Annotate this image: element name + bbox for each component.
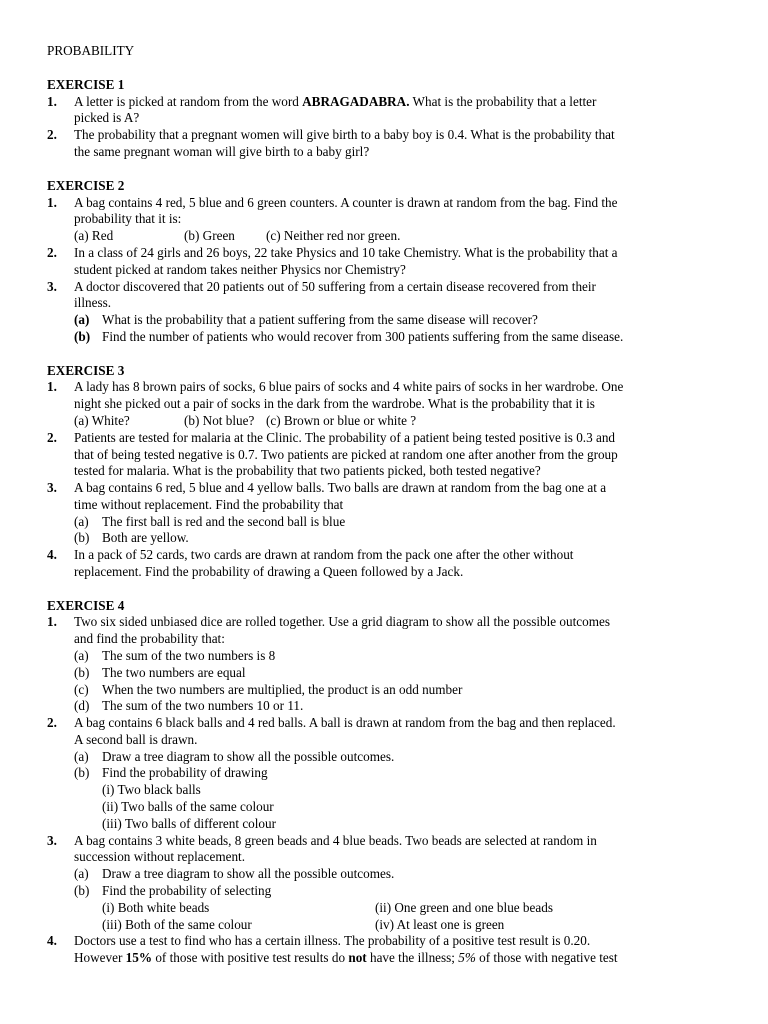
question-text: time without replacement. Find the probability that (74, 497, 344, 512)
question-text: In a pack of 52 cards, two cards are drawn at random from the pack one after the other without (74, 547, 574, 562)
part-label: (c) (74, 682, 89, 697)
question-text: A bag contains 6 black balls and 4 red balls. A ball is drawn at random from the bag and then replaced. (74, 715, 616, 730)
question-text: Patients are tested for malaria at the Clinic. The probability of a patient being tested positive is 0.3 and (74, 430, 616, 445)
question-number: 1. (47, 195, 57, 210)
option-b: (b) Not blue? (184, 413, 255, 428)
exercise-4-heading: EXERCISE 4 (47, 598, 125, 613)
question-number: 1. (47, 379, 57, 394)
question-text: illness. (74, 295, 111, 310)
question-text: The probability that a pregnant women will give birth to a baby boy is 0.4. What is the probability that (74, 127, 615, 142)
question-text: A letter is picked at random from the word ABRAGADABRA. What is the probability that a letter (74, 94, 597, 109)
question-text: A doctor discovered that 20 patients out of 50 suffering from a certain disease recovered from their (74, 279, 596, 294)
option-a: (a) White? (74, 413, 130, 428)
question-text: A bag contains 6 red, 5 blue and 4 yellow balls. Two balls are drawn at random from the bag one at a (74, 480, 607, 495)
part-text: Find the number of patients who would recover from 300 patients suffering from the same disease. (102, 329, 624, 344)
sub-part: (ii) One green and one blue beads (375, 900, 553, 915)
question-number: 3. (47, 279, 57, 294)
question-text: A bag contains 3 white beads, 8 green beads and 4 blue beads. Two beads are selected at random in (74, 833, 597, 848)
part-label: (a) (74, 749, 89, 764)
question-text: replacement. Find the probability of drawing a Queen followed by a Jack. (74, 564, 464, 579)
sub-part: (iv) At least one is green (375, 917, 505, 932)
part-label: (b) (74, 530, 90, 545)
question-number: 2. (47, 245, 57, 260)
part-text: Find the probability of selecting (102, 883, 272, 898)
question-number: 2. (47, 715, 57, 730)
question-text: A lady has 8 brown pairs of socks, 6 blue pairs of socks and 4 white pairs of socks in her wardrobe. One (74, 379, 624, 394)
question-text: A bag contains 4 red, 5 blue and 6 green counters. A counter is drawn at random from the bag. Find the (74, 195, 618, 210)
part-text: The sum of the two numbers 10 or 11. (102, 698, 304, 713)
part-text: Find the probability of drawing (102, 765, 268, 780)
question-text: the same pregnant woman will give birth to a baby girl? (74, 144, 370, 159)
question-number: 2. (47, 127, 57, 142)
question-number: 2. (47, 430, 57, 445)
part-label: (a) (74, 514, 89, 529)
part-text: What is the probability that a patient suffering from the same disease will recover? (102, 312, 538, 327)
part-text: The first ball is red and the second ball is blue (102, 514, 346, 529)
part-label: (d) (74, 698, 90, 713)
question-text: and find the probability that: (74, 631, 225, 646)
question-text: Two six sided unbiased dice are rolled together. Use a grid diagram to show all the possible outcomes (74, 614, 610, 629)
sub-part: (iii) Both of the same colour (102, 917, 252, 932)
part-text: When the two numbers are multiplied, the product is an odd number (102, 682, 463, 697)
question-number: 3. (47, 480, 57, 495)
question-text: A second ball is drawn. (74, 732, 198, 747)
part-text: Draw a tree diagram to show all the possible outcomes. (102, 749, 395, 764)
exercise-2-heading: EXERCISE 2 (47, 178, 125, 193)
option-a: (a) Red (74, 228, 114, 243)
question-number: 4. (47, 933, 57, 948)
question-text: succession without replacement. (74, 849, 246, 864)
question-number: 1. (47, 94, 57, 109)
sub-part: (i) Two black balls (102, 782, 201, 797)
part-text: The sum of the two numbers is 8 (102, 648, 276, 663)
part-label: (a) (74, 866, 89, 881)
part-label: (b) (74, 665, 90, 680)
part-label: (b) (74, 765, 90, 780)
option-c: (c) Brown or blue or white ? (266, 413, 417, 428)
part-text: The two numbers are equal (102, 665, 246, 680)
part-label: (a) (74, 312, 90, 327)
question-text: However 15% of those with positive test results do not have the illness; 5% of those with negative test (74, 950, 618, 965)
question-text: night she picked out a pair of socks in the dark from the wardrobe. What is the probability that it is (74, 396, 595, 411)
question-text: tested for malaria. What is the probability that two patients picked, both tested negative? (74, 463, 541, 478)
part-text: Both are yellow. (102, 530, 189, 545)
question-text: Doctors use a test to find who has a certain illness. The probability of a positive test result is 0.20. (74, 933, 591, 948)
bold-word: ABRAGADABRA. (302, 94, 410, 109)
question-text: In a class of 24 girls and 26 boys, 22 take Physics and 10 take Chemistry. What is the probability that a (74, 245, 618, 260)
part-label: (b) (74, 329, 91, 344)
part-text: Draw a tree diagram to show all the possible outcomes. (102, 866, 395, 881)
option-c: (c) Neither red nor green. (266, 228, 401, 243)
exercise-1-heading: EXERCISE 1 (47, 77, 125, 92)
question-text: picked is A? (74, 110, 140, 125)
sub-part: (i) Both white beads (102, 900, 210, 915)
sub-part: (ii) Two balls of the same colour (102, 799, 274, 814)
question-number: 1. (47, 614, 57, 629)
question-text: probability that it is: (74, 211, 182, 226)
option-b: (b) Green (184, 228, 235, 243)
document-title: PROBABILITY (47, 43, 135, 58)
question-text: student picked at random takes neither Physics nor Chemistry? (74, 262, 406, 277)
question-text: that of being tested negative is 0.7. Two patients are picked at random one after another from the group (74, 447, 618, 462)
part-label: (a) (74, 648, 89, 663)
question-number: 3. (47, 833, 57, 848)
bold-word: not (348, 950, 367, 965)
question-number: 4. (47, 547, 57, 562)
part-label: (b) (74, 883, 90, 898)
sub-part: (iii) Two balls of different colour (102, 816, 277, 831)
italic-percent: 5% (458, 950, 476, 965)
exercise-3-heading: EXERCISE 3 (47, 363, 125, 378)
bold-percent: 15% (125, 950, 153, 965)
